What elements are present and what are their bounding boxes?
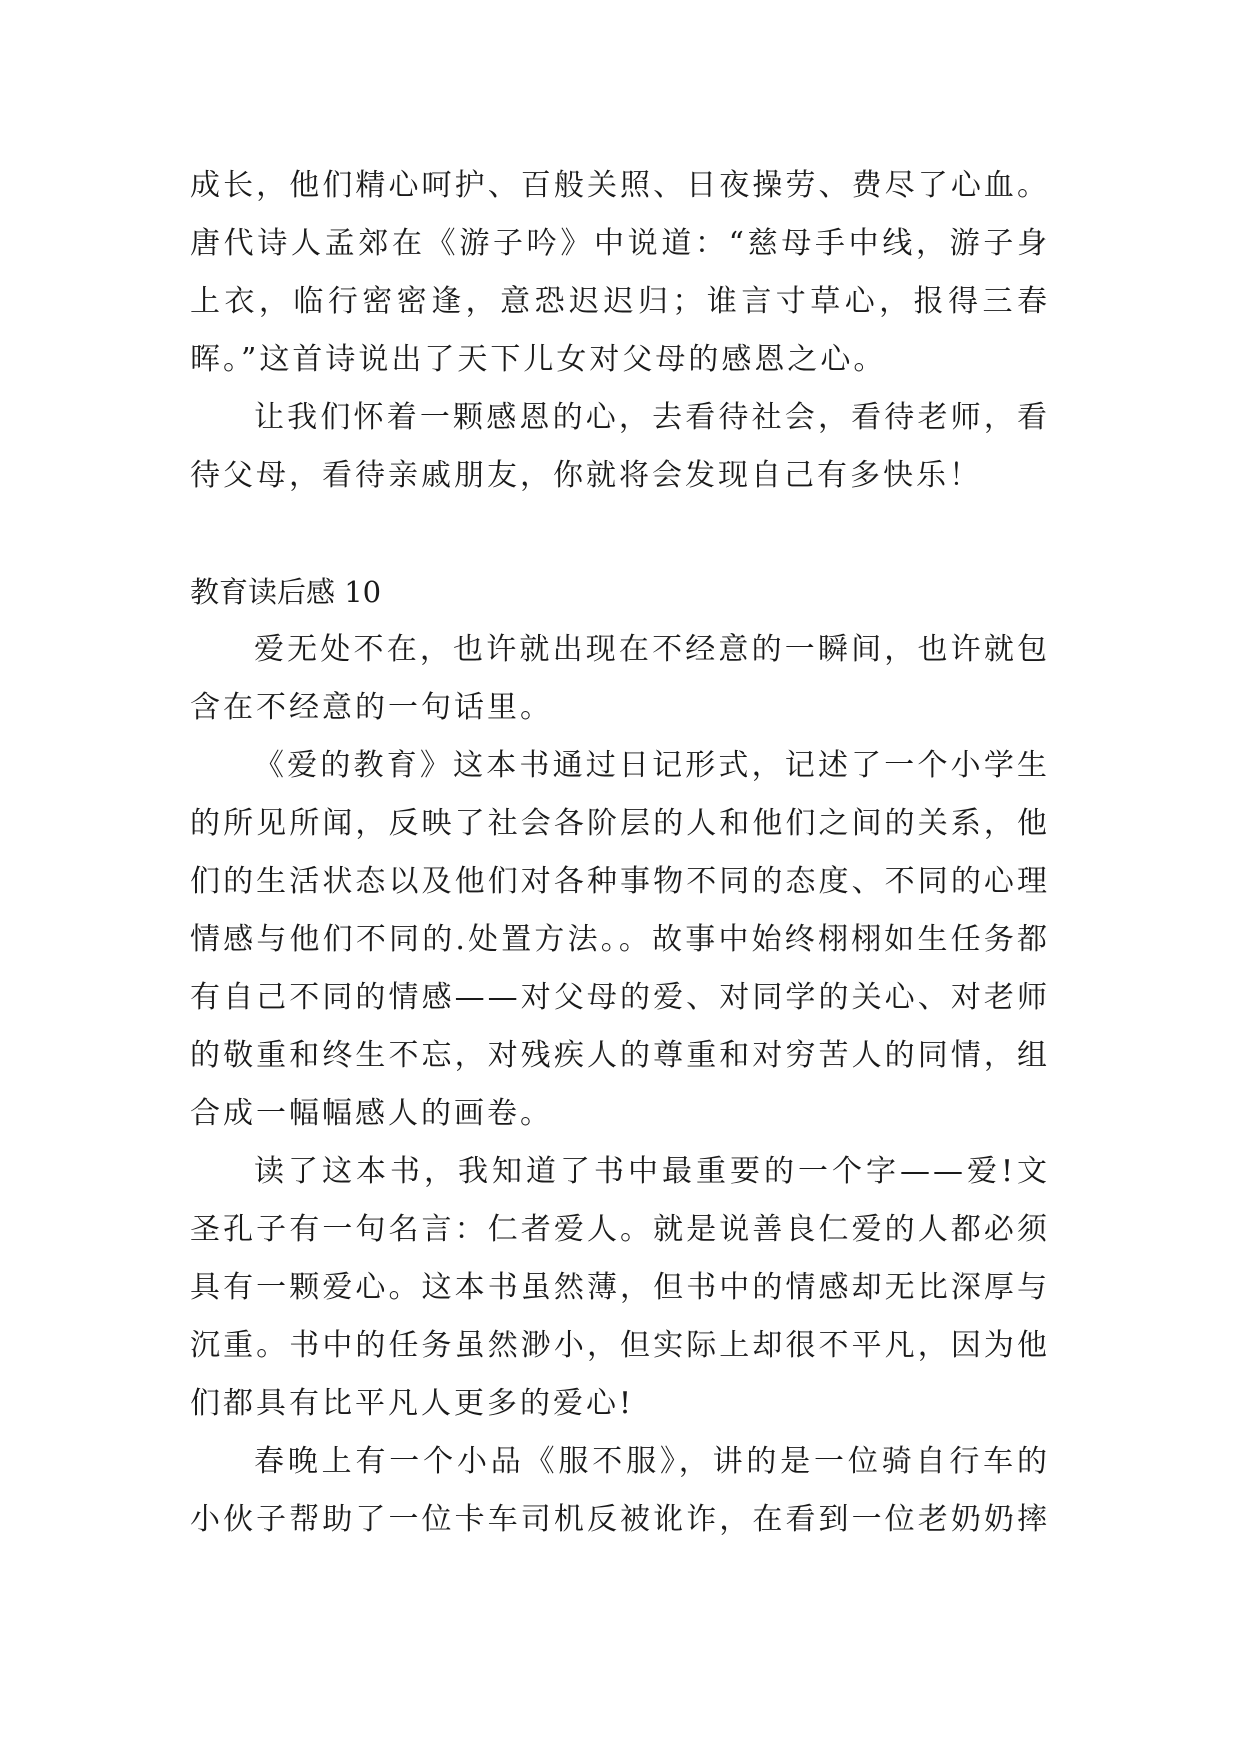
text-line: 含在不经意的一句话里。 bbox=[190, 690, 553, 725]
text-line: 爱无处不在，也许就出现在不经意的一瞬间，也许就包 bbox=[254, 632, 1050, 667]
text-line: 圣孔子有一句名言：仁者爱人。就是说善良仁爱的人都必须 bbox=[190, 1212, 1050, 1247]
text-line: 具有一颗爱心。这本书虽然薄，但书中的情感却无比深厚与 bbox=[190, 1270, 1050, 1305]
paragraph-gratitude-heart bbox=[190, 389, 1050, 505]
text-line: 唐代诗人孟郊在《游子吟》中说道：“慈母手中线，游子身 bbox=[190, 226, 1050, 261]
text-line: 有自己不同的情感——对父母的爱、对同学的关心、对老师 bbox=[190, 980, 1050, 1015]
text-line: 沉重。书中的任务虽然渺小，但实际上却很不平凡，因为他 bbox=[190, 1328, 1050, 1363]
text-line: 情感与他们不同的.处置方法。。故事中始终栩栩如生任务都 bbox=[190, 922, 1050, 957]
text-line: 春晚上有一个小品《服不服》，讲的是一位骑自行车的 bbox=[254, 1444, 1050, 1479]
text-line: 晖。”这首诗说出了天下儿女对父母的感恩之心。 bbox=[190, 342, 887, 377]
text-line: 的敬重和终生不忘，对残疾人的尊重和对穷苦人的同情，组 bbox=[190, 1038, 1050, 1073]
text-line: 合成一幅幅感人的画卷。 bbox=[190, 1096, 553, 1131]
paragraph-gratitude-parents bbox=[190, 157, 1050, 389]
essay-body bbox=[190, 621, 1050, 1549]
section-heading bbox=[190, 563, 1050, 621]
section-title: 教育读后感 10 bbox=[190, 575, 382, 609]
text-line: 们的生活状态以及他们对各种事物不同的态度、不同的心理 bbox=[190, 864, 1050, 899]
text-line: 读了这本书，我知道了书中最重要的一个字——爱!文 bbox=[254, 1154, 1050, 1189]
text-line: 待父母，看待亲戚朋友，你就将会发现自己有多快乐！ bbox=[190, 458, 982, 493]
text-line: 成长，他们精心呵护、百般关照、日夜操劳、费尽了心血。 bbox=[190, 168, 1050, 203]
text-line: 上衣，临行密密逢，意恐迟迟归；谁言寸草心，报得三春 bbox=[190, 284, 1050, 319]
text-line: 《爱的教育》这本书通过日记形式，记述了一个小学生 bbox=[254, 748, 1050, 783]
text-line: 的所见所闻，反映了社会各阶层的人和他们之间的关系，他 bbox=[190, 806, 1050, 841]
text-line: 让我们怀着一颗感恩的心，去看待社会，看待老师，看 bbox=[254, 400, 1050, 435]
text-line: 小伙子帮助了一位卡车司机反被讹诈，在看到一位老奶奶摔 bbox=[190, 1502, 1050, 1537]
text-line: 们都具有比平凡人更多的爱心! bbox=[190, 1386, 635, 1421]
